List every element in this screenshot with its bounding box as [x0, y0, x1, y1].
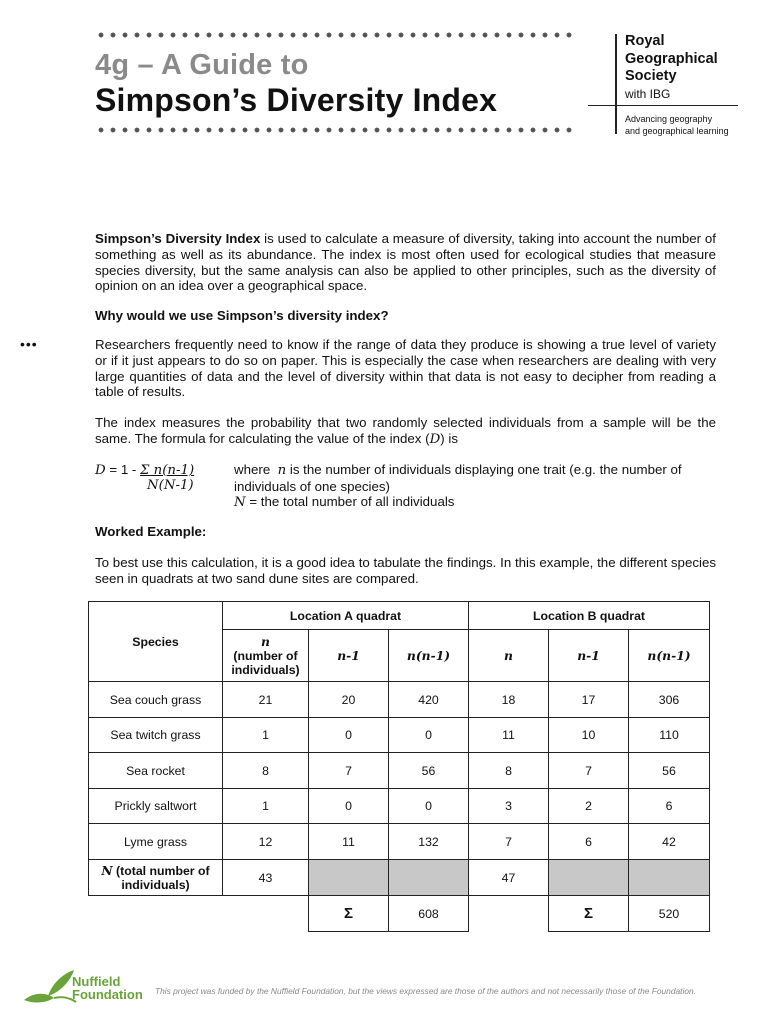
rgs-logo-name [625, 33, 718, 86]
blank-cell [223, 896, 309, 932]
nuffield-logo-text [72, 975, 143, 1001]
a-n-cell: 1 [223, 789, 309, 824]
nuffield-line-2: Foundation [72, 987, 143, 1002]
intro-text: is used to calculate a measure of diversity, taking into account the number of something as well as its abundance. The index is most often used for ecological studies that measure species diversity, but the same analysis can also be applied to other principles, such as the diversity of opinion on an idea over a geographical space. [95, 231, 716, 294]
sum-row [89, 896, 710, 932]
rgs-tagline-line-2: and geographical learning [625, 126, 729, 136]
species-cell: Sea rocket [89, 753, 223, 789]
location-a-header: Location A quadrat [223, 602, 469, 630]
formula-numerator-line [95, 462, 194, 478]
sigma-b-cell: Σ [549, 896, 629, 932]
species-cell: Lyme grass [89, 824, 223, 860]
species-cell: Sea couch grass [89, 682, 223, 718]
n-symbol: n [277, 463, 287, 478]
a-nn-cell: 56 [389, 753, 469, 789]
a-n1-cell: 20 [309, 682, 389, 718]
table-row [89, 682, 710, 718]
table-row [89, 718, 710, 753]
total-label-cell [89, 860, 223, 896]
formula-lhs: D [95, 463, 106, 478]
n-definition: is the number of individuals displaying one trait (e.g. the number of individuals of one species) [234, 462, 682, 494]
funding-note: This project was funded by the Nuffield Foundation, but the views expressed are those of the authors and not necessarily those of the Foundation. [155, 986, 696, 996]
worked-example-heading: Worked Example: [95, 524, 207, 539]
a-n1-cell: 11 [309, 824, 389, 860]
b-n1-cell: 6 [549, 824, 629, 860]
b-nn-cell: 110 [629, 718, 710, 753]
b-n-cell: 3 [469, 789, 549, 824]
table-header-row-1 [89, 602, 710, 630]
a-nn-cell: 0 [389, 789, 469, 824]
header-dotted-rule-top [95, 31, 575, 39]
a-n-header-desc: (number of individuals) [231, 648, 300, 677]
b-n-times-header: n(n-1) [629, 630, 710, 682]
a-n-cell: 1 [223, 718, 309, 753]
where-word: where [234, 462, 271, 477]
shaded-cell [389, 860, 469, 896]
rgs-logo-vertical-line [615, 34, 617, 134]
intro-paragraph [95, 231, 716, 294]
species-cell: Sea twitch grass [89, 718, 223, 753]
b-n1-cell: 7 [549, 753, 629, 789]
a-n-cell: 21 [223, 682, 309, 718]
b-n-cell: 8 [469, 753, 549, 789]
b-n-cell: 18 [469, 682, 549, 718]
a-n-cell: 8 [223, 753, 309, 789]
a-n1-cell: 0 [309, 789, 389, 824]
b-n-cell: 7 [469, 824, 549, 860]
table-row [89, 824, 710, 860]
N-symbol: N [234, 495, 246, 510]
a-nn-cell: 132 [389, 824, 469, 860]
table-row [89, 753, 710, 789]
a-n-cell: 12 [223, 824, 309, 860]
worked-example-paragraph: To best use this calculation, it is a good idea to tabulate the findings. In this example, the different species seen in quadrats at two sand dune sites are compared. [95, 555, 716, 586]
b-n-header: n [469, 630, 549, 682]
location-b-header: Location B quadrat [469, 602, 710, 630]
total-label: (total number of individuals) [112, 863, 210, 892]
a-n-times-header: n(n-1) [389, 630, 469, 682]
formula-denominator: N(N-1) [147, 478, 194, 493]
a-n-header-symbol: n [261, 633, 270, 649]
a-n-minus-1-header: n-1 [309, 630, 389, 682]
a-nn-cell: 420 [389, 682, 469, 718]
blank-cell [469, 896, 549, 932]
intro-bold-lead: Simpson’s Diversity Index [95, 231, 261, 246]
side-ellipsis-marker: ••• [20, 336, 38, 352]
b-nn-cell: 42 [629, 824, 710, 860]
species-table [88, 601, 710, 932]
rgs-tagline-line-1: Advancing geography [625, 114, 713, 124]
header-dotted-rule-bottom [95, 126, 575, 134]
b-nn-cell: 6 [629, 789, 710, 824]
species-header: Species [89, 602, 223, 682]
species-cell: Prickly saltwort [89, 789, 223, 824]
rgs-logo-horizontal-line [588, 105, 738, 106]
blank-cell [89, 896, 223, 932]
a-nn-cell: 0 [389, 718, 469, 753]
a-n1-cell: 7 [309, 753, 389, 789]
b-n1-cell: 17 [549, 682, 629, 718]
total-row [89, 860, 710, 896]
why-paragraph: Researchers frequently need to know if the range of data they produce is showing a true level of variety or if it just appears to do so on paper. This is especially the case when researchers are dealing with very large quantities of data and the level of diversity within that data is not easy to decipher from reading a table of results. [95, 337, 716, 400]
index-text-end: ) is [440, 430, 458, 446]
formula-eq: = 1 - [105, 462, 141, 477]
b-n1-cell: 10 [549, 718, 629, 753]
rgs-tagline [625, 113, 729, 137]
formula-where-n [234, 462, 724, 495]
b-n1-cell: 2 [549, 789, 629, 824]
index-text: The index measures the probability that two randomly selected individuals from a sample will be the same. The formula for calculating the value of the index ( [95, 415, 716, 446]
page-subtitle: 4g – A Guide to [95, 49, 309, 81]
rgs-logo-ibg: with IBG [625, 87, 671, 101]
nuffield-line-1: Nuffield [72, 974, 121, 989]
index-paragraph [95, 415, 716, 448]
a-n1-cell: 0 [309, 718, 389, 753]
shaded-cell [309, 860, 389, 896]
formula-numerator: Σ n(n-1) [140, 463, 195, 478]
sigma-a-cell: Σ [309, 896, 389, 932]
index-symbol: D [429, 431, 441, 447]
total-a-cell: 43 [223, 860, 309, 896]
b-nn-cell: 56 [629, 753, 710, 789]
rgs-name-text: Royal Geographical Society [625, 33, 718, 84]
formula-where-N [234, 494, 454, 510]
sum-b-cell: 520 [629, 896, 710, 932]
N-definition: = the total number of all individuals [245, 494, 455, 509]
sum-a-cell: 608 [389, 896, 469, 932]
b-n-minus-1-header: n-1 [549, 630, 629, 682]
total-b-cell: 47 [469, 860, 549, 896]
shaded-cell [629, 860, 710, 896]
b-nn-cell: 306 [629, 682, 710, 718]
shaded-cell [549, 860, 629, 896]
a-n-header [223, 630, 309, 682]
b-n-cell: 11 [469, 718, 549, 753]
page-title: Simpson’s Diversity Index [95, 82, 498, 118]
why-heading: Why would we use Simpson’s diversity index? [95, 308, 389, 323]
total-symbol: N [101, 862, 113, 878]
table-row [89, 789, 710, 824]
